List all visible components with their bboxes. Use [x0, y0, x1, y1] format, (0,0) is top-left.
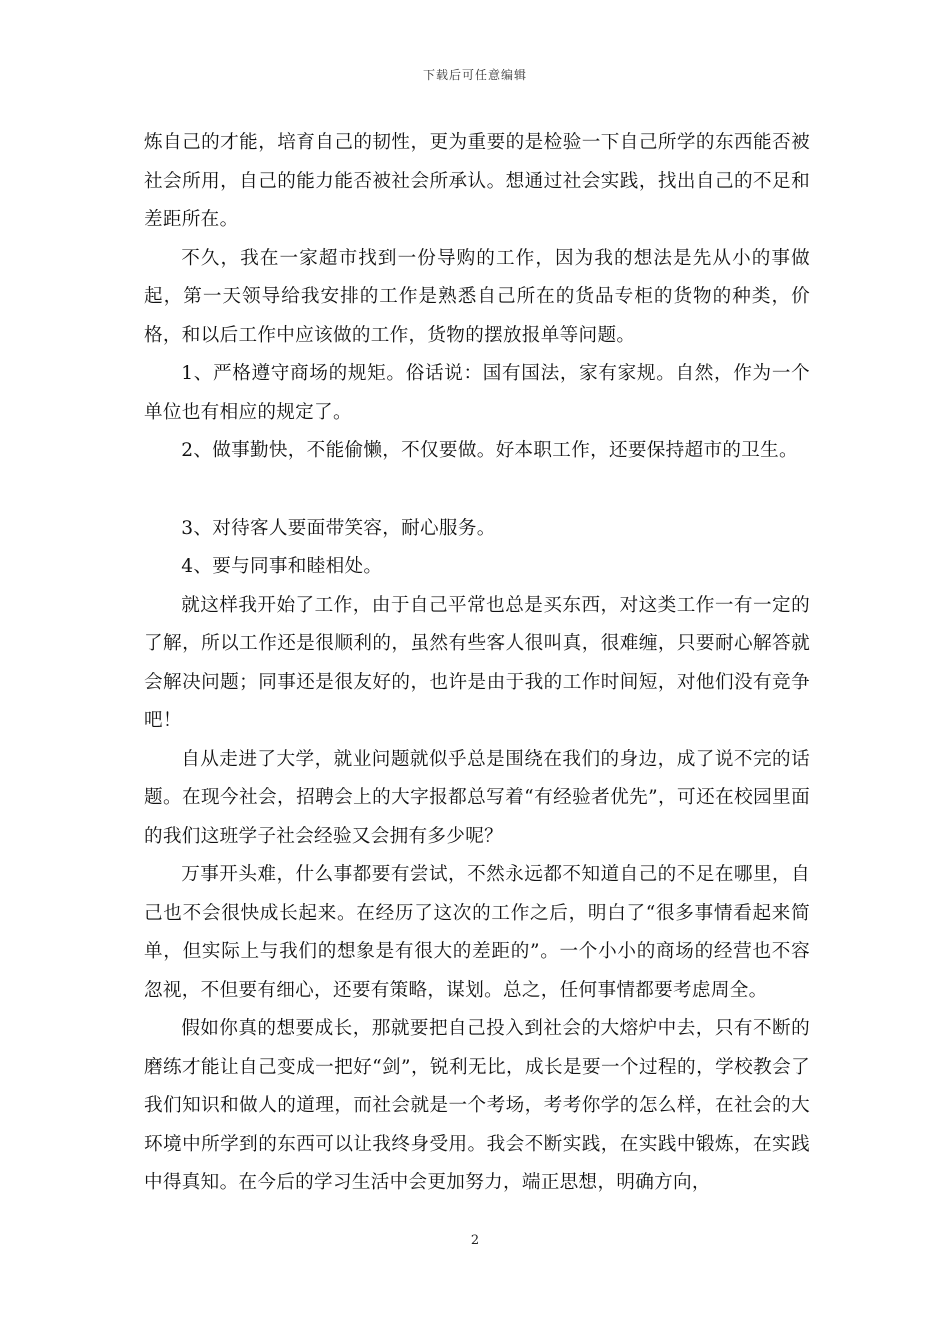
- list-item-rule-1: 1、严格遵守商场的规矩。俗话说：国有国法，家有家规。自然，作为一个单位也有相应的规定了。: [144, 363, 810, 423]
- document-body: [144, 124, 810, 1203]
- list-item-rule-3: 3、对待客人要面带笑容，耐心服务。: [181, 517, 496, 539]
- paragraph-growth: 假如你真的想要成长，那就要把自己投入到社会的大熔炉中去，只有不断的磨练才能让自己变成一把好“剑”，锐利无比，成长是要一个过程的，学校教会了我们知识和做人的道理，而社会就是一个考场，考考你学的怎么样，在社会的大环境中所学到的东西可以让我终身受用。我会不断实践，在实践中锻炼，在实践中得真知。在今后的学习生活中会更加努力，端正思想，明确方向，: [144, 1018, 810, 1193]
- paragraph-work-start: 就这样我开始了工作，由于自己平常也总是买东西，对这类工作一有一定的了解，所以工作还是很顺利的，虽然有些客人很叫真，很难缠，只要耐心解答就会解决问题；同事还是很友好的，也许是由于我的工作时间短，对他们没有竞争吧！: [144, 594, 810, 731]
- paragraph-job-intro: 不久，我在一家超市找到一份导购的工作，因为我的想法是先从小的事做起，第一天领导给我安排的工作是熟悉自己所在的货品专柜的货物的种类，价格，和以后工作中应该做的工作，货物的摆放报单等问题。: [144, 247, 810, 346]
- paragraph-continuation: 炼自己的才能，培育自己的韧性，更为重要的是检验一下自己所学的东西能否被社会所用，自己的能力能否被社会所承认。想通过社会实践，找出自己的不足和差距所在。: [144, 132, 810, 230]
- list-item-rule-2: 2、做事勤快，不能偷懒，不仅要做。好本职工作，还要保持超市的卫生。: [181, 440, 798, 461]
- header-note: 下载后可任意编辑: [422, 68, 527, 82]
- page-number: 2: [470, 1233, 480, 1248]
- list-item-rule-4: 4、要与同事和睦相处。: [181, 556, 383, 577]
- paragraph-beginning-hard: 万事开头难，什么事都要有尝试，不然永远都不知道自己的不足在哪里，自己也不会很快成长起来。在经历了这次的工作之后，明白了“很多事情看起来简单，但实际上与我们的想象是有很大的差距的”。一个小小的商场的经营也不容忽视，不但要有细心，还要有策略，谋划。总之，任何事情都要考虑周全。: [144, 864, 810, 1001]
- paragraph-employment: 自从走进了大学，就业问题就似乎总是围绕在我们的身边，成了说不完的话题。在现今社会，招聘会上的大字报都总写着“有经验者优先”，可还在校园里面的我们这班学子社会经验又会拥有多少呢？: [144, 748, 810, 847]
